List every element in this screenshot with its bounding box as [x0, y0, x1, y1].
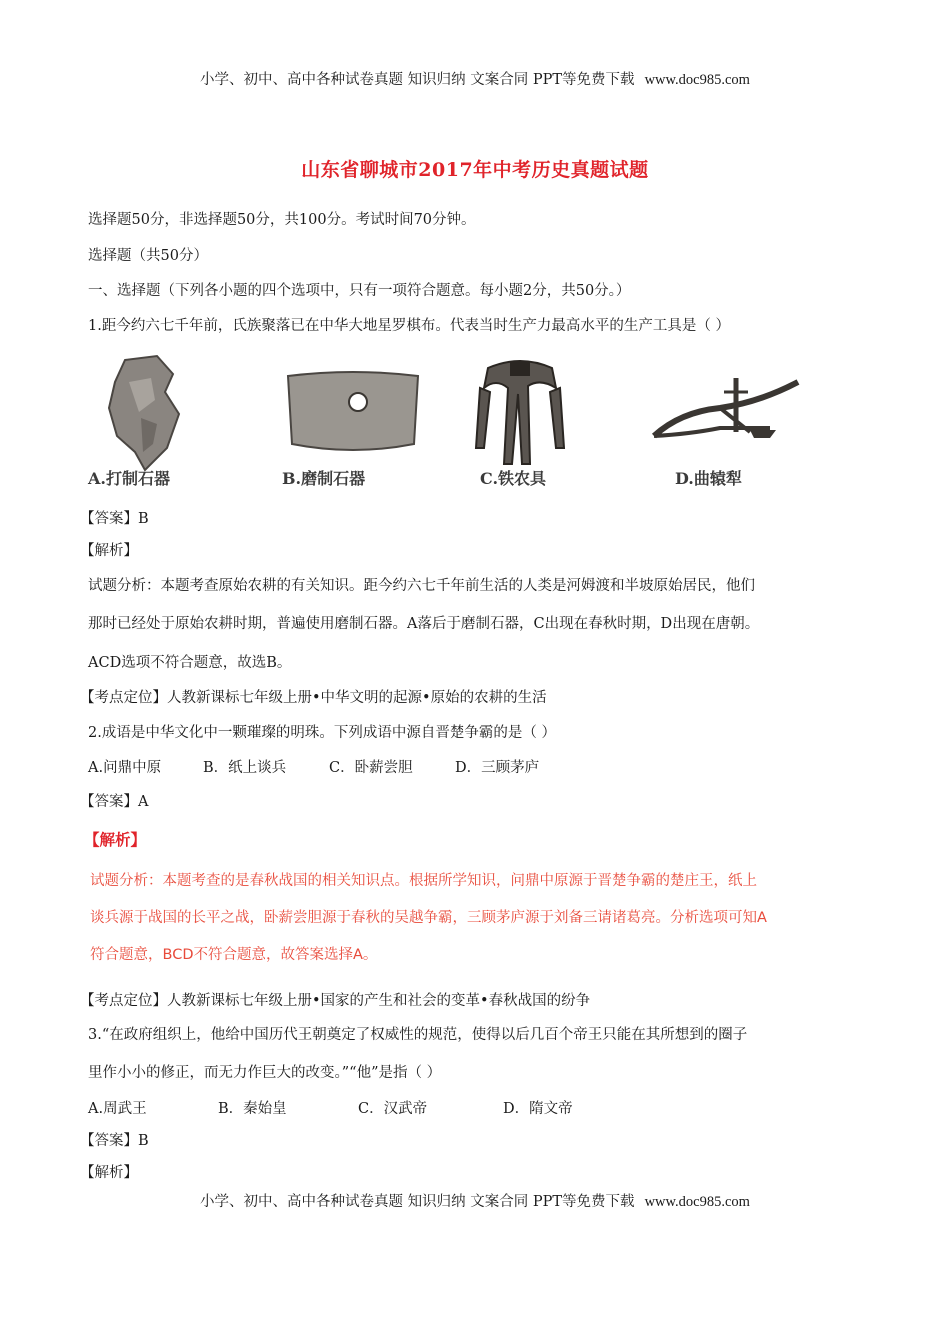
- section-instruction: 一、选择题（下列各小题的四个选项中，只有一项符合题意。每小题2分，共50分。）: [88, 283, 631, 299]
- q2-option-b: B．纸上谈兵: [203, 760, 287, 776]
- figure-label-c: C.铁农具: [480, 469, 547, 488]
- q2-answer: 【答案】A: [80, 794, 149, 810]
- figure-label-a: A.打制石器: [88, 469, 170, 488]
- q1-question: 1.距今约六七千年前，氏族聚落已在中华大地星罗棋布。代表当时生产力最高水平的生产工具是（ ）: [88, 318, 730, 334]
- q3-option-a: A.周武王: [88, 1101, 147, 1117]
- figure-label-d: D.曲辕犁: [675, 469, 742, 488]
- figure-label-b: B.磨制石器: [282, 469, 366, 488]
- footer-site[interactable]: www.doc985.com: [644, 1194, 750, 1210]
- curved-plough-icon: [650, 372, 820, 522]
- page-title: 山东省聊城市2017年中考历史真题试题: [301, 159, 649, 181]
- q3-option-c: C．汉武帝: [358, 1101, 428, 1117]
- header-text: 小学、初中、高中各种试卷真题 知识归纳 文案合同 PPT等免费下载: [200, 72, 635, 88]
- q3-options: [88, 1099, 878, 1119]
- q3-analysis-heading: 【解析】: [80, 1165, 138, 1181]
- q2-option-d: D．三顾茅庐: [455, 760, 540, 776]
- score-info: 选择题50分，非选择题50分，共100分。考试时间70分钟。: [88, 212, 476, 228]
- footer-text: 小学、初中、高中各种试卷真题 知识归纳 文案合同 PPT等免费下载: [200, 1194, 635, 1210]
- q2-question: 2.成语是中华文化中一颗璀璨的明珠。下列成语中源自晋楚争霸的是（ ）: [88, 725, 556, 741]
- q1-analysis-heading: 【解析】: [80, 543, 138, 559]
- q3-option-d: D．隋文帝: [503, 1101, 573, 1117]
- header-site[interactable]: www.doc985.com: [644, 72, 750, 88]
- q2-analysis-line-1: 试题分析：本题考查的是春秋战国的相关知识点。根据所学知识，问鼎中原源于晋楚争霸的楚庄王，纸上: [90, 873, 757, 889]
- q1-analysis-line-1: 试题分析：本题考查原始农耕的有关知识。距今约六七千年前生活的人类是河姆渡和半坡原始居民，他们: [88, 578, 755, 594]
- q2-option-a: A.问鼎中原: [88, 760, 162, 776]
- q1-analysis-line-3: ACD选项不符合题意，故选B。: [88, 655, 292, 671]
- q2-option-c: C．卧薪尝胆: [329, 760, 413, 776]
- q3-question-line-1: 3.“在政府组织上，他给中国历代王朝奠定了权威性的规范，使得以后几百个帝王只能在其所想到的圈子: [88, 1027, 748, 1043]
- page-footer: [0, 1190, 950, 1211]
- q2-analysis-line-3: 符合题意，BCD不符合题意，故答案选择A。: [90, 947, 378, 963]
- q2-analysis-line-2: 谈兵源于战国的长平之战，卧薪尝胆源于春秋的吴越争霸，三顾茅庐源于刘备三请诸葛亮。分析选项可知A: [90, 910, 767, 926]
- q2-keypoint: 【考点定位】人教新课标七年级上册•国家的产生和社会的变革•春秋战国的纷争: [80, 993, 591, 1009]
- polished-stone-axe-icon: [278, 366, 448, 516]
- q1-analysis-line-2: 那时已经处于原始农耕时期，普遍使用磨制石器。A落后于磨制石器，C出现在春秋时期，D出现在唐朝。: [88, 616, 760, 632]
- section-heading: 选择题（共50分）: [88, 248, 208, 264]
- page-header: [0, 68, 950, 89]
- q3-answer: 【答案】B: [80, 1133, 149, 1149]
- q1-keypoint: 【考点定位】人教新课标七年级上册•中华文明的起源•原始的农耕的生活: [80, 690, 547, 706]
- q3-question-line-2: 里作小小的修正，而无力作巨大的改变。”“他”是指（ ）: [88, 1065, 442, 1081]
- q3-option-b: B．秦始皇: [218, 1101, 287, 1117]
- q2-options: [88, 758, 878, 778]
- q2-analysis-heading: 【解析】: [84, 831, 147, 849]
- q1-answer: 【答案】B: [80, 511, 149, 527]
